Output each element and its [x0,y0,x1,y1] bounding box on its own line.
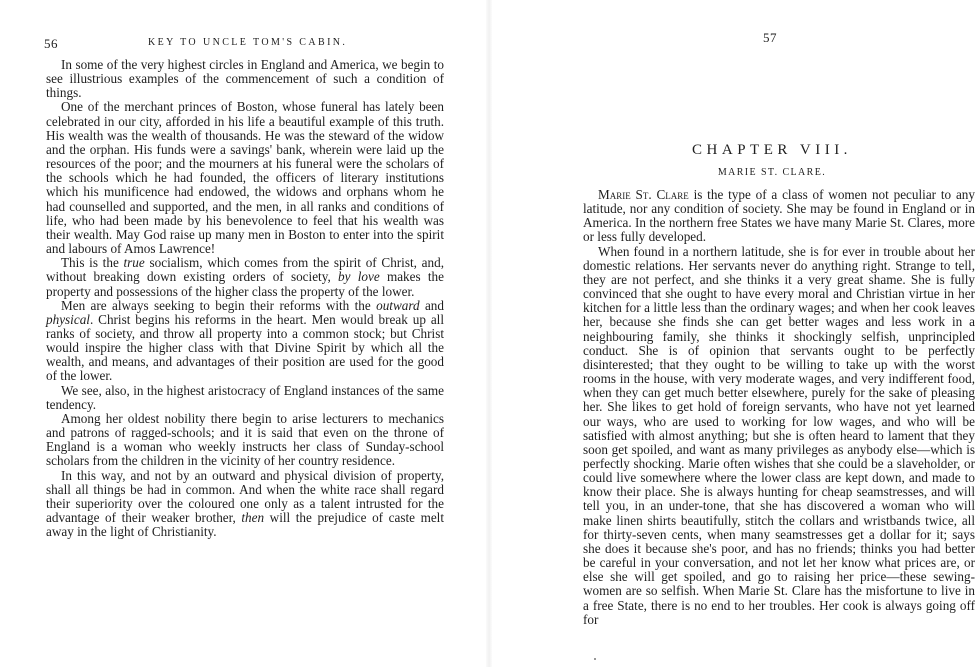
body-text [583,188,975,627]
chapter-title: CHAPTER VIII. [692,142,852,158]
paragraph: One of the merchant princes of Boston, whose funeral has lately been celebrated in our city, afforded in his life a beautiful example of this truth. His wealth was the wealth of thousands. He was the steward of the widow and the orphan. His funds were a savings' bank, wherein were laid up the resources of the poor; and the mourners at his funeral were the scholars of the schools which he had founded, the officers of literary institutions which his munificence had endowed, the widows and orphans whom he had counselled and supported, and the men, in all ranks and conditions of life, who had been made by his benevolence to feel that his wealth was their wealth. May God raise up many men in Boston to enter into the spirit and labours of Amos Lawrence! [46,99,444,257]
page-number: 56 [44,36,58,51]
opening-name: Marie St. Clare [598,187,689,202]
paragraph: This is the true socialism, which comes from the spirit of Christ, and, without breaking down existing orders of society, by love makes the property and possessions of the higher class the property of the lower. [46,255,444,299]
italic-text: physical [46,311,90,327]
italic-text: then [241,510,265,525]
paragraph: In some of the very highest circles in England and America, we begin to see illustrious examples of the commencement of such a condition of things. [46,57,444,101]
italic-text: by love [338,269,380,285]
italic-text: outward [376,297,420,313]
chapter-subtitle: MARIE ST. CLARE. [717,167,827,178]
paragraph: When found in a northern latitude, she is for ever in trouble about her domestic relations. Her servants never do anything right. Strange to tell, they are not perfect, and she thinks it a very great shame. She is fully convinced that she ought to have every moral and Christian virtue in her kitchen for a little less than the ordinary wages; and when her cook leaves her, because she finds she can get better wages and less work in a neighbouring family, she thinks it shockingly selfish, unprincipled conduct. She is of opinion that servants ought to be perfectly disinterested; that they ought to be willing to take up with the worst rooms in the house, with very moderate wages, and very indifferent food, when they can get much better elsewhere, purely for the sake of pleasing her. She likes to get hold of foreign servants, who have not yet learned our ways, who are used to working for low wages, and who will be satisfied with almost anything; but she is often heard to lament that they soon get spoiled, and want as many privileges as anybody else—which is perfectly shocking. Marie often wishes that she could be a slaveholder, or could live somewhere where the lower class are kept down, and made to know their place. She is always hunting for cheap seamstresses, and will tell you, in an under-tone, that she has discovered a woman who will make linen shirts beautifully, stitch the collars and wristbands twice, all for thirty-seven cents, when many seamstresses get a dollar for it; says she does it because she's poor, and has no friends; thinks you had better be careful in your conversation, and not let her know what prices are, or else she will get spoiled, and go to raising her price—these sewing-women are so selfish. When Marie St. Clare has the misfortune to live in a free State, there is no end to her troubles. Her cook is always going off for [583,243,975,627]
paragraph: We see, also, in the highest aristocracy of England instances of the same tendency. [46,382,444,412]
running-head: KEY TO UNCLE TOM'S CABIN. [148,37,348,48]
body-text [46,58,444,539]
page-number: 57 [763,30,777,45]
italic-text: true [123,255,145,271]
page-speck [594,658,596,660]
paragraph: Men are always seeking to begin their reforms with the outward and physical. Christ begins his reforms in the heart. Men would break up all ranks of society, and throw all property into a common stock; but Christ would inspire the higher class with that Divine Spirit by which all the wealth, and means, and advantages of their position are used for the good of the lower. [46,297,444,384]
paragraph: Among her oldest nobility there begin to arise lecturers to mechanics and patrons of ragged-schools; and it is said that even on the throne of England is a woman who weekly instructs her class of Sunday-school scholars from the children in the vicinity of her country residence. [46,410,444,469]
right-page [490,0,980,667]
paragraph: Marie St. Clare is the type of a class of women not peculiar to any latitude, nor any condition of society. She may be found in England or in America. In the northern free States we have many Marie St. Clares, more or less fully developed. [583,187,975,245]
paragraph: In this way, and not by an outward and physical division of property, shall all things be had in common. And when the white race shall regard their superiority over the coloured one only as a talent intrusted for the advantage of their weaker brother, then will the prejudice of caste melt away in the light of Christianity. [46,467,445,540]
